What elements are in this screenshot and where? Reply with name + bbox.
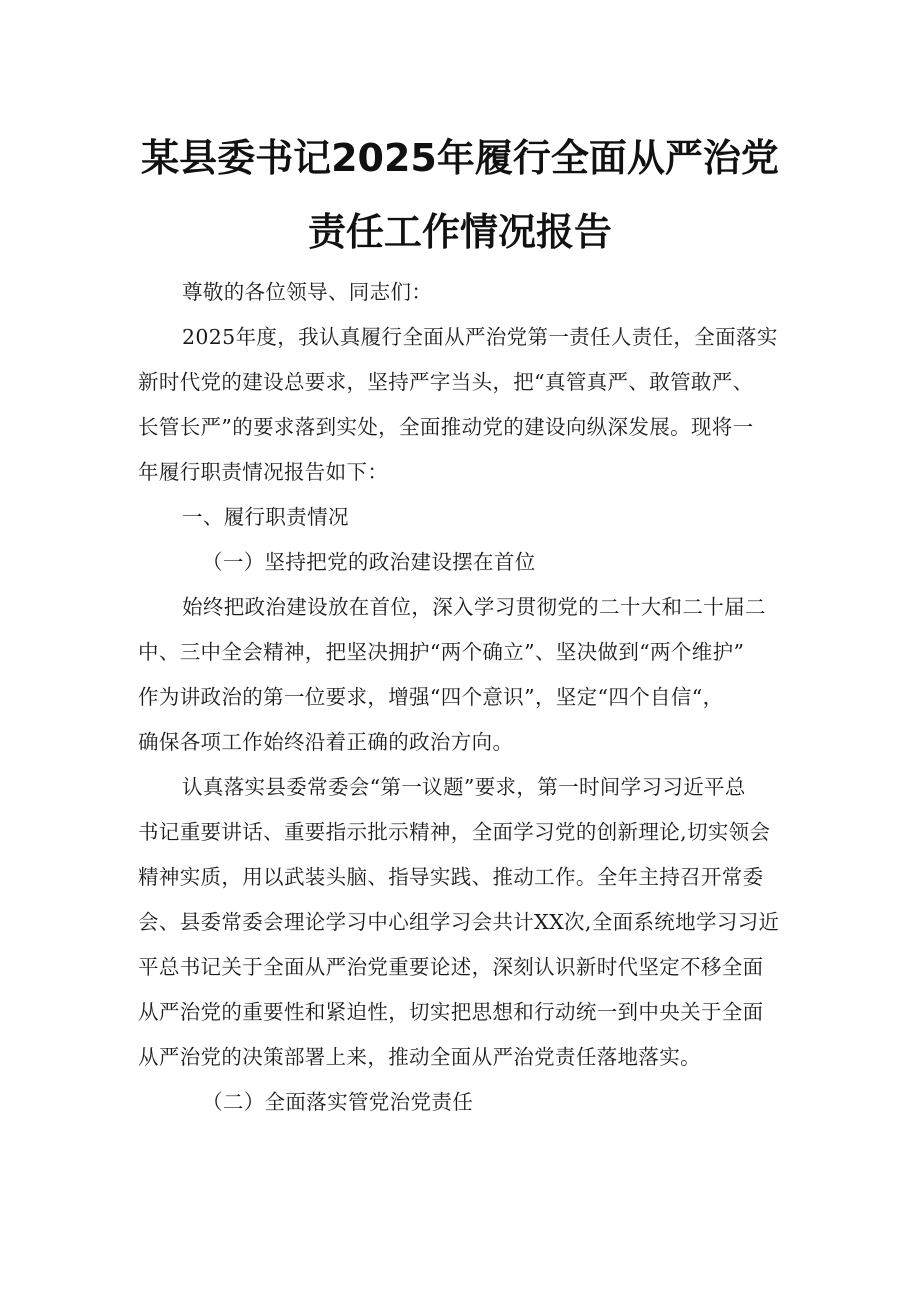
document-body [138,270,794,1125]
para2-line-6: 从严治党的重要性和紧迫性，切实把思想和行动统一到中央关于全面 [138,1000,764,1024]
para2-line-4: 会、县委常委会理论学习中心组学习会共计XX次,全面系统地学习习近 [138,910,780,934]
para2-line-2: 书记重要讲话、重要指示批示精神，全面学习党的创新理论,切实领会 [138,820,771,844]
intro-line-2: 新时代党的建设总要求，坚持严字当头，把“真管真严、敢管敢严、 [138,370,754,394]
section-heading: 一、履行职责情况 [182,505,349,529]
para1-line-4: 确保各项工作始终沿着正确的政治方向。 [138,730,514,754]
para1-line-1: 始终把政治建设放在首位，深入学习贯彻党的二十大和二十届二 [182,595,766,619]
subsection-heading-1: （一）坚持把党的政治建设摆在首位 [202,550,536,574]
salutation: 尊敬的各位领导、同志们： [182,280,433,304]
para2-line-5: 平总书记关于全面从严治党重要论述，深刻认识新时代坚定不移全面 [138,955,764,979]
intro-line-1: 2025年度，我认真履行全面从严治党第一责任人责任，全面落实 [182,325,778,349]
document-title-line-2: 责任工作情况报告 [307,210,612,254]
para2-line-1: 认真落实县委常委会“第一议题”要求，第一时间学习习近平总 [182,775,746,799]
intro-line-3: 长管长严”的要求落到实处，全面推动党的建设向纵深发展。现将一 [138,415,754,439]
intro-line-4: 年履行职责情况报告如下： [138,460,389,484]
para2-line-3: 精神实质，用以武装头脑、指导实践、推动工作。全年主持召开常委 [138,865,764,889]
document-title-line-1: 某县委书记2025年履行全面从严治党 [141,136,779,180]
para1-line-3: 作为讲政治的第一位要求，增强“四个意识”，坚定“四个自信“， [138,685,724,709]
subsection-heading-2: （二）全面落实管党治党责任 [202,1090,474,1114]
para2-line-7: 从严治党的决策部署上来，推动全面从严治党责任落地落实。 [138,1045,701,1069]
para1-line-2: 中、三中全会精神，把坚决拥护“两个确立”、坚决做到“两个维护” [138,640,745,664]
